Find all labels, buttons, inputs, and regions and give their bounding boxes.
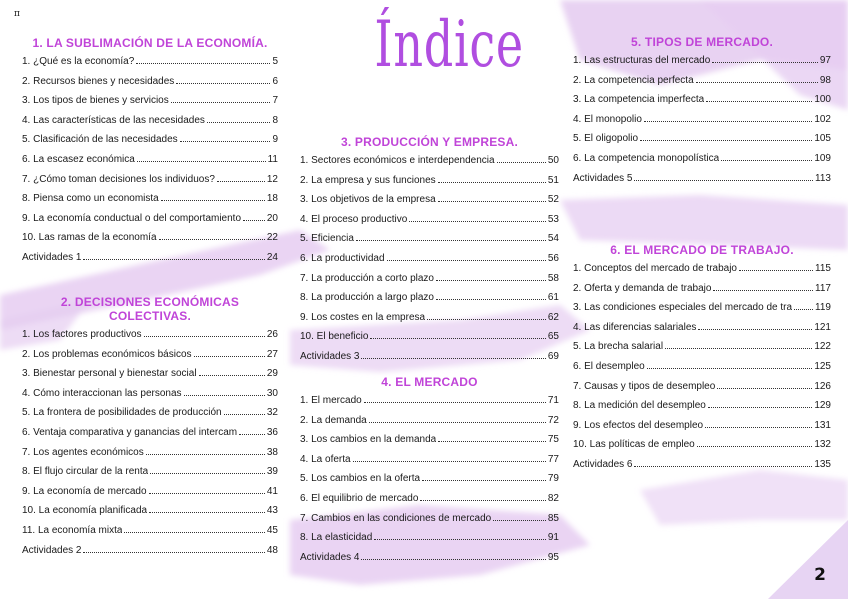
toc-entry-label: 5. Clasificación de las necesidades — [22, 134, 178, 146]
dot-leader — [427, 319, 546, 320]
toc-entry-page: 51 — [547, 174, 559, 186]
toc-entry[interactable] — [300, 273, 559, 293]
toc-entry-page: 72 — [547, 414, 559, 426]
toc-entry-label: Actividades 5 — [573, 172, 633, 184]
toc-entry[interactable] — [22, 134, 278, 154]
dot-leader — [794, 309, 813, 310]
toc-entry-label: 4. El monopolio — [573, 113, 642, 125]
toc-entry[interactable] — [22, 252, 278, 272]
toc-section-4 — [300, 375, 559, 571]
toc-entry-page: 58 — [547, 272, 559, 284]
toc-entry[interactable] — [573, 459, 831, 479]
toc-entry-label: 1. Los factores productivos — [22, 329, 142, 340]
toc-entry-label: 7. Cambios en las condiciones de mercado — [300, 512, 492, 524]
toc-entry-label: 1. Sectores económicos e interdependencia — [300, 155, 495, 166]
toc-entry-page: 11 — [267, 153, 278, 165]
toc-entry[interactable] — [573, 114, 831, 134]
toc-section-2 — [22, 295, 278, 564]
toc-entry-page: 36 — [266, 426, 278, 438]
toc-entry[interactable] — [300, 331, 559, 351]
toc-entry[interactable] — [573, 283, 831, 303]
toc-entry-page: 7 — [272, 95, 278, 107]
toc-entry-page: 26 — [266, 329, 278, 340]
dot-leader — [706, 101, 812, 102]
toc-entry[interactable] — [573, 75, 831, 95]
toc-entry-label: Actividades 6 — [573, 458, 633, 470]
dot-leader — [159, 239, 265, 240]
dot-leader — [184, 395, 265, 396]
toc-entry-label: 4. Las diferencias salariales — [573, 321, 697, 333]
dot-leader — [194, 356, 265, 357]
toc-entry[interactable] — [300, 513, 559, 533]
toc-entry[interactable] — [573, 263, 831, 283]
toc-entry-label: 5. Eficiencia — [300, 233, 354, 245]
toc-entry-label: 6. La competencia monopolística — [573, 152, 720, 164]
toc-entry-page: 62 — [547, 311, 559, 323]
page-title: Índice — [374, 8, 524, 82]
dot-leader — [713, 290, 813, 291]
dot-leader — [136, 63, 270, 64]
toc-entry-page: 8 — [272, 114, 278, 126]
toc-entry[interactable] — [22, 174, 278, 194]
toc-entry-page: 29 — [266, 368, 278, 380]
dot-leader — [224, 414, 265, 415]
toc-entry-page: 131 — [814, 419, 831, 431]
toc-entry[interactable] — [22, 232, 278, 252]
dot-leader — [665, 348, 812, 349]
toc-entry-page: 135 — [814, 458, 831, 470]
toc-entry-page: 117 — [815, 282, 831, 294]
section-heading: 4. EL MERCADO — [381, 375, 478, 389]
toc-entry-page: 54 — [547, 233, 559, 245]
toc-entry[interactable] — [22, 193, 278, 213]
toc-entry-label: 4. El proceso productivo — [300, 213, 408, 225]
toc-entry[interactable] — [22, 466, 278, 486]
toc-entry-label: Actividades 1 — [22, 251, 82, 263]
dot-leader — [137, 161, 266, 162]
dot-leader — [698, 329, 812, 330]
toc-entry-label: 10. Las políticas de empleo — [573, 439, 695, 451]
toc-entry[interactable] — [300, 552, 559, 572]
page-number: 2 — [814, 565, 826, 585]
toc-entry-page: 119 — [815, 302, 831, 314]
dot-leader — [705, 427, 812, 428]
dot-leader — [353, 461, 546, 462]
toc-entry[interactable] — [22, 56, 278, 76]
toc-entry-page: 32 — [266, 407, 278, 419]
toc-entry-page: 41 — [266, 485, 278, 497]
toc-entry-label: 4. La oferta — [300, 453, 351, 465]
toc-entry-page: 102 — [814, 113, 831, 125]
toc-entry-page: 45 — [266, 524, 278, 536]
toc-entry-label: 8. Piensa como un economista — [22, 193, 159, 205]
toc-entry[interactable] — [300, 194, 559, 214]
toc-entry[interactable] — [573, 400, 831, 420]
dot-leader — [239, 434, 265, 435]
toc-entry-label: 11. La economía mixta — [22, 524, 123, 536]
toc-entry-page: 113 — [815, 172, 831, 184]
dot-leader — [150, 473, 265, 474]
dot-leader — [739, 270, 813, 271]
dot-leader — [361, 559, 545, 560]
dot-leader — [712, 62, 818, 63]
toc-entry[interactable] — [22, 525, 278, 545]
toc-entry-label: 8. La medición del desempleo — [573, 400, 706, 412]
toc-entry-page: 69 — [547, 350, 559, 362]
toc-entry[interactable] — [573, 94, 831, 114]
dot-leader — [420, 500, 545, 501]
dot-leader — [647, 368, 813, 369]
toc-entry-label: 5. La frontera de posibilidades de producción — [22, 407, 222, 419]
toc-entry-label: 3. Las condiciones especiales del mercado de tra — [573, 302, 793, 314]
toc-entry-page: 39 — [266, 466, 278, 478]
dot-leader — [708, 407, 812, 408]
toc-entry[interactable] — [573, 302, 831, 322]
toc-entry-label: 7. Causas y tipos de desempleo — [573, 380, 716, 392]
toc-entry[interactable] — [22, 329, 278, 349]
toc-entry-label: 8. La producción a largo plazo — [300, 292, 434, 304]
toc-entry-page: 12 — [266, 173, 278, 185]
toc-entry-label: 5. Los cambios en la oferta — [300, 473, 421, 485]
toc-entry[interactable] — [300, 175, 559, 195]
toc-entry[interactable] — [573, 133, 831, 153]
toc-entry-page: 75 — [547, 434, 559, 446]
dot-leader — [83, 552, 264, 553]
toc-entry-label: 10. Las ramas de la economía — [22, 232, 157, 244]
toc-entry[interactable] — [22, 368, 278, 388]
dot-leader — [180, 141, 271, 142]
dot-leader — [640, 140, 812, 141]
toc-entry-label: 9. La economía conductual o del comportamiento — [22, 212, 242, 224]
toc-entry[interactable] — [22, 154, 278, 174]
toc-entry[interactable] — [22, 95, 278, 115]
toc-entry-label: 1. Las estructuras del mercado — [573, 55, 711, 66]
toc-entry[interactable] — [300, 493, 559, 513]
toc-entry-page: 50 — [547, 155, 559, 166]
dot-leader — [370, 338, 545, 339]
toc-entry-page: 97 — [819, 55, 831, 66]
dot-leader — [207, 122, 271, 123]
dot-leader — [124, 532, 264, 533]
toc-entry-label: 7. La producción a corto plazo — [300, 272, 434, 284]
dot-leader — [176, 83, 270, 84]
toc-entry-page: 48 — [266, 544, 278, 556]
toc-entry-page: 52 — [547, 194, 559, 206]
dot-leader — [387, 260, 546, 261]
dot-leader — [361, 358, 545, 359]
toc-entry[interactable] — [300, 532, 559, 552]
toc-entry[interactable] — [300, 233, 559, 253]
dot-leader — [161, 200, 265, 201]
toc-entry-page: 132 — [814, 439, 831, 451]
toc-entry-page: 95 — [547, 551, 559, 563]
dot-leader — [634, 180, 813, 181]
toc-entry-page: 43 — [266, 505, 278, 517]
toc-entry-label: Actividades 2 — [22, 544, 82, 556]
dot-leader — [422, 480, 546, 481]
toc-entry-label: 2. La competencia perfecta — [573, 74, 694, 86]
toc-entry-label: 2. La demanda — [300, 414, 367, 426]
toc-entry-page: 38 — [266, 446, 278, 458]
toc-entry[interactable] — [22, 76, 278, 96]
toc-entry[interactable] — [573, 173, 831, 193]
toc-entry-label: Actividades 3 — [300, 350, 360, 362]
toc-entry-label: 1. Conceptos del mercado de trabajo — [573, 263, 737, 274]
toc-entry-label: 6. El equilibrio de mercado — [300, 492, 419, 504]
dot-leader — [199, 375, 265, 376]
toc-entry-label: 9. La economía de mercado — [22, 485, 147, 497]
toc-entry-page: 109 — [814, 152, 831, 164]
toc-entry-label: 6. Ventaja comparativa y ganancias del intercam — [22, 426, 238, 438]
toc-entry-label: 2. Recursos bienes y necesidades — [22, 75, 175, 87]
toc-entry-page: 27 — [266, 348, 278, 360]
toc-entry-page: 105 — [814, 133, 831, 145]
toc-entry-page: 77 — [547, 453, 559, 465]
toc-section-6 — [573, 243, 831, 479]
toc-entry[interactable] — [573, 381, 831, 401]
toc-entry[interactable] — [300, 473, 559, 493]
toc-entry-page: 65 — [547, 331, 559, 343]
toc-section-3 — [300, 135, 559, 371]
toc-entry[interactable] — [22, 486, 278, 506]
toc-entry-label: 4. Cómo interaccionan las personas — [22, 387, 182, 399]
dot-leader — [697, 446, 813, 447]
toc-entry[interactable] — [22, 213, 278, 233]
toc-entry-page: 100 — [814, 94, 831, 106]
dot-leader — [634, 466, 812, 467]
toc-entry-page: 5 — [272, 56, 278, 67]
dot-leader — [149, 512, 265, 513]
toc-entry[interactable] — [22, 115, 278, 135]
dot-leader — [369, 422, 546, 423]
section-heading: 2. DECISIONES ECONÓMICAS COLECTIVAS. — [60, 295, 240, 323]
toc-entry[interactable] — [300, 415, 559, 435]
toc-entry[interactable] — [300, 434, 559, 454]
toc-entry-label: 10. El beneficio — [300, 331, 369, 343]
toc-entry-page: 121 — [814, 321, 831, 333]
dot-leader — [644, 121, 812, 122]
toc-entry-label: 2. Los problemas económicos básicos — [22, 348, 192, 360]
toc-entry[interactable] — [573, 439, 831, 459]
toc-entry-page: 9 — [272, 134, 278, 146]
toc-entry[interactable] — [22, 407, 278, 427]
toc-entry-label: 8. El flujo circular de la renta — [22, 466, 149, 478]
section-heading: 1. LA SUBLIMACIÓN DE LA ECONOMÍA. — [32, 36, 268, 50]
dot-leader — [374, 539, 546, 540]
toc-entry-label: 2. Oferta y demanda de trabajo — [573, 282, 712, 294]
toc-entry[interactable] — [300, 155, 559, 175]
toc-entry-label: 1. ¿Qué es la economía? — [22, 56, 135, 67]
toc-entry-page: 56 — [547, 252, 559, 264]
dot-leader — [217, 181, 265, 182]
dot-leader — [436, 280, 546, 281]
dot-leader — [493, 520, 546, 521]
toc-entry-page: 53 — [547, 213, 559, 225]
toc-entry-label: 6. La escasez económica — [22, 153, 135, 165]
dot-leader — [171, 102, 271, 103]
dot-leader — [497, 162, 546, 163]
toc-entry-label: 9. Los efectos del desempleo — [573, 419, 704, 431]
dot-leader — [243, 220, 265, 221]
toc-entry[interactable] — [22, 505, 278, 525]
toc-entry-label: 9. Los costes en la empresa — [300, 311, 426, 323]
section-heading: 6. EL MERCADO DE TRABAJO. — [610, 243, 794, 257]
toc-entry-page: 98 — [819, 74, 831, 86]
toc-entry[interactable] — [300, 454, 559, 474]
toc-entry[interactable] — [573, 420, 831, 440]
toc-entry-label: 4. Las características de las necesidades — [22, 114, 205, 126]
toc-entry-label: Actividades 4 — [300, 551, 360, 563]
toc-entry-label: 7. Los agentes económicos — [22, 446, 144, 458]
toc-entry-page: 126 — [814, 380, 831, 392]
dot-leader — [696, 82, 818, 83]
toc-entry-page: 129 — [814, 400, 831, 412]
toc-entry-label: 3. La competencia imperfecta — [573, 94, 705, 106]
toc-entry-label: 6. La productividad — [300, 252, 385, 264]
toc-entry-page: 125 — [814, 360, 831, 372]
dot-leader — [438, 441, 546, 442]
dot-leader — [144, 336, 265, 337]
toc-entry-label: 5. La brecha salarial — [573, 341, 664, 353]
toc-entry[interactable] — [573, 153, 831, 173]
toc-entry-page: 6 — [272, 75, 278, 87]
toc-entry[interactable] — [300, 351, 559, 371]
toc-entry-label: 3. Los tipos de bienes y servicios — [22, 95, 169, 107]
toc-entry-page: 22 — [266, 232, 278, 244]
toc-entry-label: 7. ¿Cómo toman decisiones los individuos? — [22, 173, 215, 185]
toc-entry-label: 2. La empresa y sus funciones — [300, 174, 436, 186]
dot-leader — [149, 493, 265, 494]
toc-entry-page: 18 — [266, 193, 278, 205]
dot-leader — [438, 201, 546, 202]
toc-entry-label: 8. La elasticidad — [300, 532, 373, 544]
toc-entry[interactable] — [22, 447, 278, 467]
dot-leader — [364, 402, 546, 403]
toc-entry[interactable] — [22, 388, 278, 408]
toc-entry[interactable] — [573, 322, 831, 342]
toc-entry-label: 5. El oligopolio — [573, 133, 639, 145]
pi-symbol: π — [14, 9, 20, 19]
toc-section-1 — [22, 36, 278, 272]
toc-entry-page: 24 — [266, 251, 278, 263]
toc-entry-label: 3. Bienestar personal y bienestar social — [22, 368, 197, 380]
dot-leader — [409, 221, 546, 222]
toc-entry[interactable] — [22, 545, 278, 565]
toc-entry[interactable] — [573, 341, 831, 361]
toc-entry-page: 79 — [547, 473, 559, 485]
toc-entry-label: 1. El mercado — [300, 395, 362, 406]
toc-entry-page: 71 — [547, 395, 559, 406]
toc-entry-label: 3. Los objetivos de la empresa — [300, 194, 436, 206]
toc-entry[interactable] — [300, 253, 559, 273]
dot-leader — [146, 454, 265, 455]
toc-entry-label: 6. El desempleo — [573, 360, 645, 372]
dot-leader — [83, 259, 264, 260]
toc-entry[interactable] — [300, 312, 559, 332]
dot-leader — [717, 388, 812, 389]
toc-entry[interactable] — [573, 55, 831, 75]
toc-entry-page: 115 — [815, 263, 831, 274]
toc-entry-page: 122 — [814, 341, 831, 353]
toc-entry-page: 82 — [547, 492, 559, 504]
dot-leader — [721, 160, 812, 161]
toc-entry-page: 85 — [547, 512, 559, 524]
toc-entry[interactable] — [300, 214, 559, 234]
toc-entry[interactable] — [300, 395, 559, 415]
toc-entry[interactable] — [573, 361, 831, 381]
section-heading: 5. TIPOS DE MERCADO. — [630, 35, 774, 49]
toc-entry-page: 20 — [266, 212, 278, 224]
dot-leader — [438, 182, 546, 183]
toc-entry[interactable] — [22, 427, 278, 447]
section-heading: 3. PRODUCCIÓN Y EMPRESA. — [340, 135, 519, 149]
toc-entry[interactable] — [22, 349, 278, 369]
toc-section-5 — [573, 35, 831, 192]
toc-entry-label: 3. Los cambios en la demanda — [300, 434, 437, 446]
toc-entry-label: 10. La economía planificada — [22, 505, 148, 517]
dot-leader — [436, 299, 546, 300]
toc-entry-page: 61 — [547, 292, 559, 304]
dot-leader — [356, 240, 546, 241]
toc-entry-page: 30 — [266, 387, 278, 399]
toc-entry[interactable] — [300, 292, 559, 312]
toc-entry-page: 91 — [547, 532, 559, 544]
